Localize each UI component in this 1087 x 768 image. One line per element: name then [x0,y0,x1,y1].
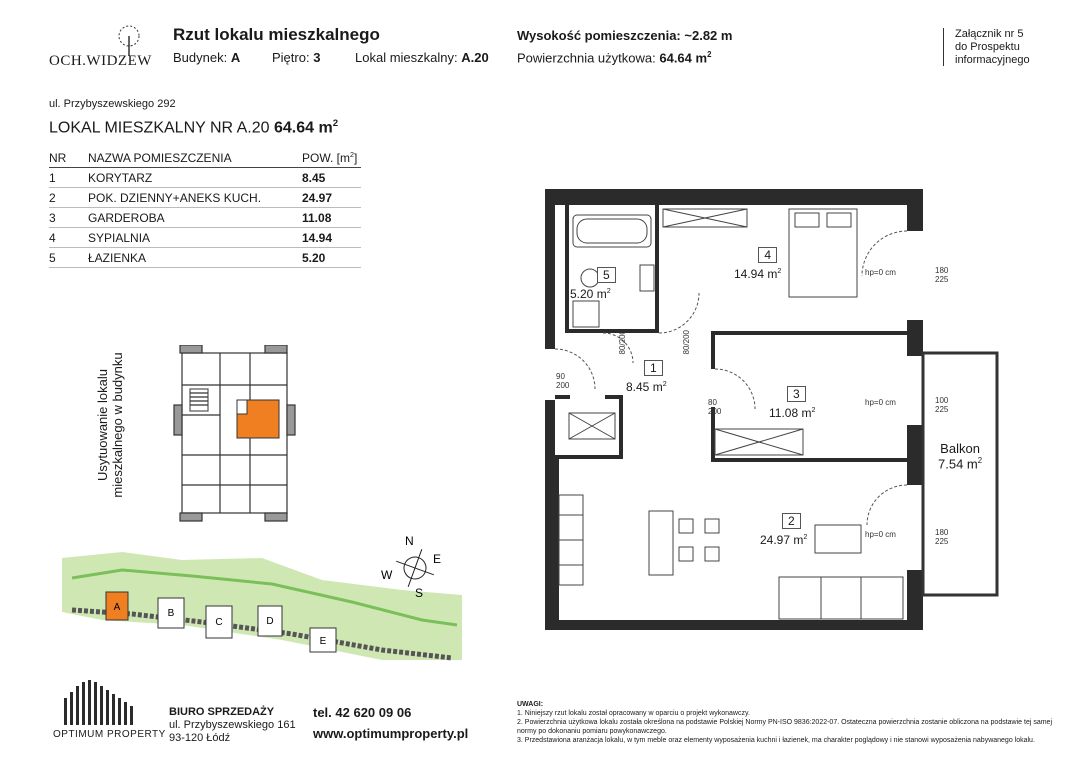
sales-office [169,706,296,745]
room-4-sup: 2 [777,266,782,275]
pietro-info [272,50,320,65]
balkon-label [938,441,982,471]
zalacznik-line2: do Prospektu [955,41,1020,53]
phone[interactable]: tel. 42 620 09 06 [313,705,412,720]
hp-label-garderoba: hp=0 cm [865,398,896,407]
uwagi-title: UWAGI: [517,701,544,708]
logo-text: OCH.WIDZEW [49,53,152,69]
door-dim-bottom: 200 [708,407,722,416]
door-dim-bedroom: 80/200 [682,330,691,355]
sales-office-line1: ul. Przybyszewskiego 161 [169,719,296,731]
room-5-label [570,266,616,301]
developer-name: OPTIMUM PROPERTY [53,729,166,740]
building-c-label: C [215,617,223,628]
row-nr: 1 [49,170,56,185]
row-name: KORYTARZ [88,170,153,185]
room-1-label [626,359,667,394]
compass-w: W [381,568,393,582]
window-dim-garderoba [935,396,948,414]
compass-icon [375,535,455,605]
row-area: 11.08 [302,210,332,225]
row-nr: 5 [49,250,56,265]
address: ul. Przybyszewskiego 292 [49,98,176,110]
row-nr: 3 [49,210,56,225]
uwagi-3: 3. Przedstawiona aranżacja lokalu, w tym meble oraz elementy wyposażenia kuchni i łazienek, ma charakter poglądowy i nie stanowi wyposażenia nabywanego lokalu. [517,737,1035,744]
room-4-area: 14.94 m [734,267,778,281]
door-dim-top: 80 [618,345,627,355]
row-nr: 4 [49,230,56,245]
room-3-number: 3 [787,386,806,402]
uwagi-1: 1. Niniejszy rzut lokalu został opracowany w oparciu o projekt wykonawczy. [517,710,750,717]
row-nr: 2 [49,190,56,205]
door-dim-bottom: 200 [682,330,691,344]
building-b-label: B [167,608,175,619]
zalacznik-note [955,28,1030,67]
room-3-area: 11.08 m [769,406,812,420]
room-2-label [760,512,807,547]
zalacznik-line3: informacyjnego [955,54,1030,66]
budynek-label: Budynek: [173,50,228,65]
uwagi-2: 2. Powierzchnia użytkowa lokalu została określona na podstawie Polskiej Normy PN-ISO 9836:2022-07. Ostateczna powierzchnia zostanie obliczona na podstawie tej samej [517,719,1053,726]
door-dim-bottom: 200 [618,330,627,344]
door-dim-bottom: 200 [556,381,570,390]
room-5-area: 5.20 m [570,287,607,301]
pietro-value: 3 [313,50,321,65]
building-a-label: A [113,602,121,613]
table-row [49,248,361,268]
room-4-label [734,246,781,281]
hp-label-living: hp=0 cm [865,530,896,539]
powierzchnia-label: Powierzchnia użytkowa: [517,50,656,66]
door-dim-entry [556,372,569,390]
sales-office-line2: 93-120 Łódź [169,732,231,744]
window-dim-bottom: 225 [935,405,949,414]
window-dim-living [935,528,948,546]
wysokosc-value: ~2.82 m [684,28,733,43]
powierzchnia-value: 64.64 m [659,50,708,66]
col-area-end: ] [354,151,358,165]
col-area-text: POW. [m [302,151,350,165]
sales-office-label: BIURO SPRZEDAŻY [169,706,275,718]
developer-logo [45,22,160,70]
door-dim-top: 80 [682,345,691,355]
pietro-label: Piętro: [272,50,310,65]
room-2-sup: 2 [803,532,808,541]
powierzchnia-info [517,50,711,65]
unit-heading-area: 64.64 m [274,119,333,137]
location-caption-line2: mieszkalnego w budynku [110,352,125,498]
door-dim-garderoba [708,398,721,416]
window-dim-top: 180 [935,266,949,275]
rooms-table-header [49,148,361,168]
compass-n: N [405,535,414,548]
lokal-info [355,50,489,65]
row-area: 5.20 [302,250,326,265]
room-3-label [769,385,815,420]
balkon-area: 7.54 m [938,456,978,472]
page-title: Rzut lokalu mieszkalnego [173,25,380,44]
door-dim-top: 90 [556,372,565,381]
row-area: 8.45 [302,170,326,185]
window-dim-top: 180 [935,528,949,537]
door-dim-bath: 80/200 [618,330,627,355]
budynek-value: A [230,50,241,65]
window-dim-top: 100 [935,396,949,405]
table-row [49,208,361,228]
lokal-value: A.20 [461,50,489,65]
optimum-property-logo-icon [62,680,138,725]
row-area: 24.97 [302,190,333,205]
table-row [49,188,361,208]
location-caption-line1: Usytuowanie lokalu [95,369,110,482]
row-name: POK. DZIENNY+ANEKS KUCH. [88,190,262,205]
lokal-label: Lokal mieszkalny: [355,50,458,65]
row-name: SYPIALNIA [88,230,151,245]
room-1-area: 8.45 m [626,380,663,394]
col-nr: NR [49,150,67,165]
hp-label-bedroom: hp=0 cm [865,268,896,277]
balkon-sup: 2 [977,456,983,465]
unit-heading-text: LOKAL MIESZKALNY NR A.20 [49,119,270,137]
building-floor-plan [160,345,300,525]
window-dim-bottom: 225 [935,275,949,284]
uwagi-notes [517,700,1072,745]
room-2-area: 24.97 m [760,533,804,547]
wysokosc-info [517,28,732,43]
table-row [49,228,361,248]
zalacznik-divider [943,28,944,66]
website-link[interactable]: www.optimumproperty.pl [313,726,469,741]
row-name: ŁAZIENKA [88,250,147,265]
window-dim-bottom: 225 [935,537,949,546]
uwagi-2b: normy po dokonaniu pomiaru powykonawczego. [517,728,667,735]
wysokosc-label: Wysokość pomieszczenia: [517,28,681,43]
budynek-info [173,50,240,65]
location-caption [95,325,125,525]
building-e-label: E [319,636,327,647]
room-1-sup: 2 [662,379,667,388]
col-area-sup: 2 [350,150,354,159]
room-3-sup: 2 [811,405,816,414]
room-4-number: 4 [758,247,777,263]
unit-heading [49,118,338,137]
window-dim-bedroom [935,266,948,284]
room-5-number: 5 [597,267,616,283]
room-5-sup: 2 [606,286,611,295]
room-2-number: 2 [782,513,801,529]
rooms-table [49,148,361,268]
col-area [302,148,361,168]
compass-s: S [415,586,424,600]
powierzchnia-sup: 2 [707,50,712,59]
col-name: NAZWA POMIESZCZENIA [88,150,232,165]
door-dim-top: 80 [708,398,717,407]
room-1-number: 1 [644,360,663,376]
unit-heading-sup: 2 [332,118,339,129]
row-name: GARDEROBA [88,210,165,225]
row-area: 14.94 [302,230,333,245]
compass-e: E [433,552,442,566]
zalacznik-line1: Załącznik nr 5 [955,28,1024,40]
table-row [49,168,361,188]
building-d-label: D [266,616,274,627]
balkon-name: Balkon [940,441,980,456]
